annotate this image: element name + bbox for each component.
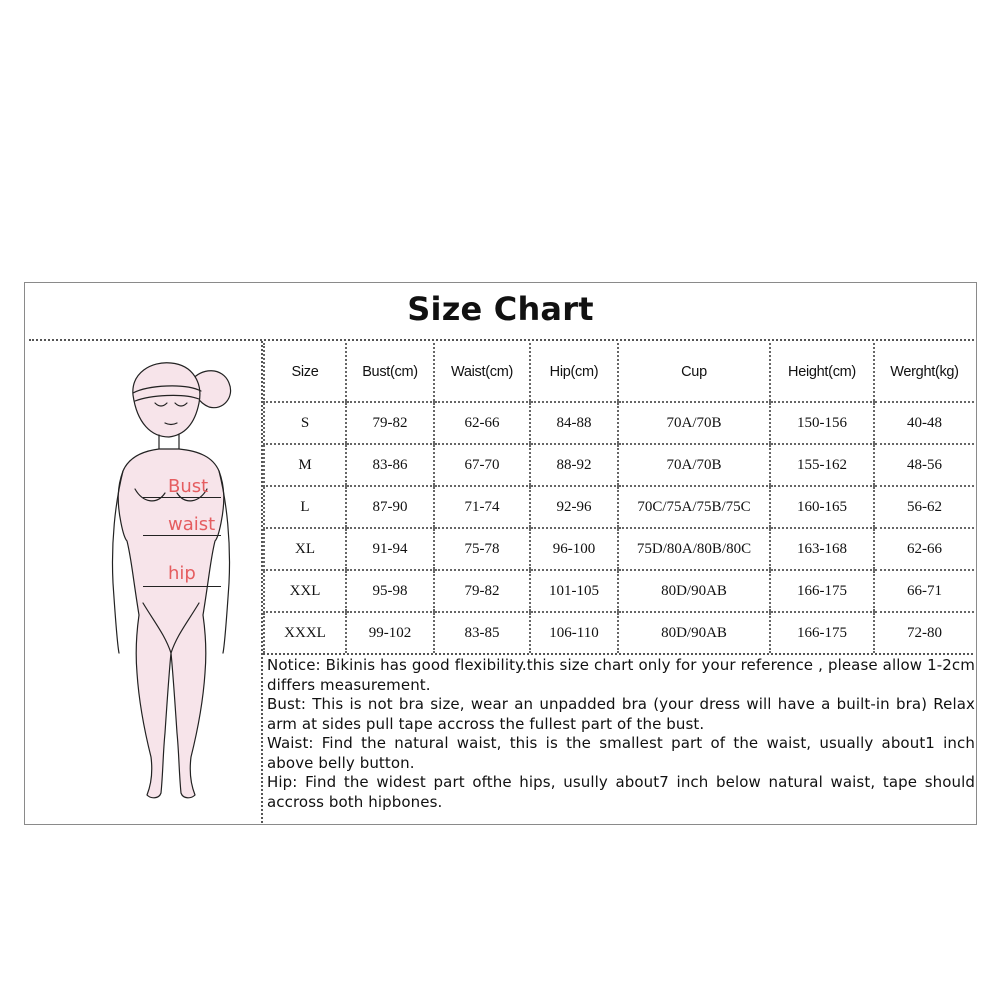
column-header: Hip(cm) — [530, 343, 618, 402]
table-cell: 83-85 — [434, 612, 530, 653]
table-cell: XXL — [264, 570, 346, 612]
bust-label: Bust — [168, 476, 209, 497]
table-cell: 87-90 — [346, 486, 434, 528]
table-cell: 160-165 — [770, 486, 874, 528]
table-cell: 56-62 — [874, 486, 974, 528]
table-cell: 79-82 — [346, 402, 434, 444]
table-cell: 67-70 — [434, 444, 530, 486]
table-cell: 71-74 — [434, 486, 530, 528]
table-row — [264, 486, 974, 528]
table-row — [264, 570, 974, 612]
table-cell: 66-71 — [874, 570, 974, 612]
size-chart-panel — [24, 282, 977, 825]
table-cell: 80D/90AB — [618, 612, 770, 653]
table-cell: 70A/70B — [618, 444, 770, 486]
size-table — [263, 343, 974, 653]
table-cell: S — [264, 402, 346, 444]
table-header-row — [264, 343, 974, 402]
column-header: Height(cm) — [770, 343, 874, 402]
table-cell: 96-100 — [530, 528, 618, 570]
table-cell: 84-88 — [530, 402, 618, 444]
column-header: Bust(cm) — [346, 343, 434, 402]
hip-label: hip — [168, 563, 196, 584]
table-cell: 79-82 — [434, 570, 530, 612]
table-row — [264, 402, 974, 444]
table-cell: XL — [264, 528, 346, 570]
table-cell: 101-105 — [530, 570, 618, 612]
notice-text: Notice: Bikinis has good flexibility.this size chart only for your reference , please allow 1-2cm differs measurement. — [267, 656, 975, 694]
table-cell: 62-66 — [434, 402, 530, 444]
table-cell: 40-48 — [874, 402, 974, 444]
table-cell: 88-92 — [530, 444, 618, 486]
table-cell: 80D/90AB — [618, 570, 770, 612]
bust-callout-line — [143, 497, 221, 498]
table-row — [264, 444, 974, 486]
column-header: Size — [264, 343, 346, 402]
table-cell: 99-102 — [346, 612, 434, 653]
waist-note: Waist: Find the natural waist, this is the smallest part of the waist, usually about1 inch above belly button. — [267, 734, 975, 772]
table-cell: M — [264, 444, 346, 486]
waist-callout-line — [143, 535, 221, 536]
column-header: Waist(cm) — [434, 343, 530, 402]
hip-note: Hip: Find the widest part ofthe hips, usully about7 inch below natural waist, tape should accross both hipbones. — [267, 773, 975, 811]
table-cell: 95-98 — [346, 570, 434, 612]
table-cell: 150-156 — [770, 402, 874, 444]
table-cell: L — [264, 486, 346, 528]
table-cell: 163-168 — [770, 528, 874, 570]
table-cell: 70C/75A/75B/75C — [618, 486, 770, 528]
table-cell: 106-110 — [530, 612, 618, 653]
bust-note: Bust: This is not bra size, wear an unpadded bra (your dress will have a built-in bra) Relax arm at sides pull tape accross the fullest part of the bust. — [267, 695, 975, 733]
header-divider — [29, 339, 974, 341]
chart-title: Size Chart — [407, 290, 594, 328]
table-cell: 83-86 — [346, 444, 434, 486]
table-cell: 70A/70B — [618, 402, 770, 444]
table-cell: XXXL — [264, 612, 346, 653]
table-cell: 166-175 — [770, 570, 874, 612]
hip-callout-line — [143, 586, 221, 587]
notes-divider — [263, 653, 973, 655]
table-cell: 91-94 — [346, 528, 434, 570]
table-row — [264, 528, 974, 570]
table-cell: 72-80 — [874, 612, 974, 653]
table-cell: 75D/80A/80B/80C — [618, 528, 770, 570]
table-cell: 166-175 — [770, 612, 874, 653]
table-cell: 62-66 — [874, 528, 974, 570]
table-row — [264, 612, 974, 653]
table-cell: 92-96 — [530, 486, 618, 528]
table-cell: 155-162 — [770, 444, 874, 486]
waist-label: waist — [168, 514, 216, 535]
table-cell: 48-56 — [874, 444, 974, 486]
column-header: Cup — [618, 343, 770, 402]
measurement-notes — [267, 656, 975, 812]
table-cell: 75-78 — [434, 528, 530, 570]
column-header: Werght(kg) — [874, 343, 974, 402]
